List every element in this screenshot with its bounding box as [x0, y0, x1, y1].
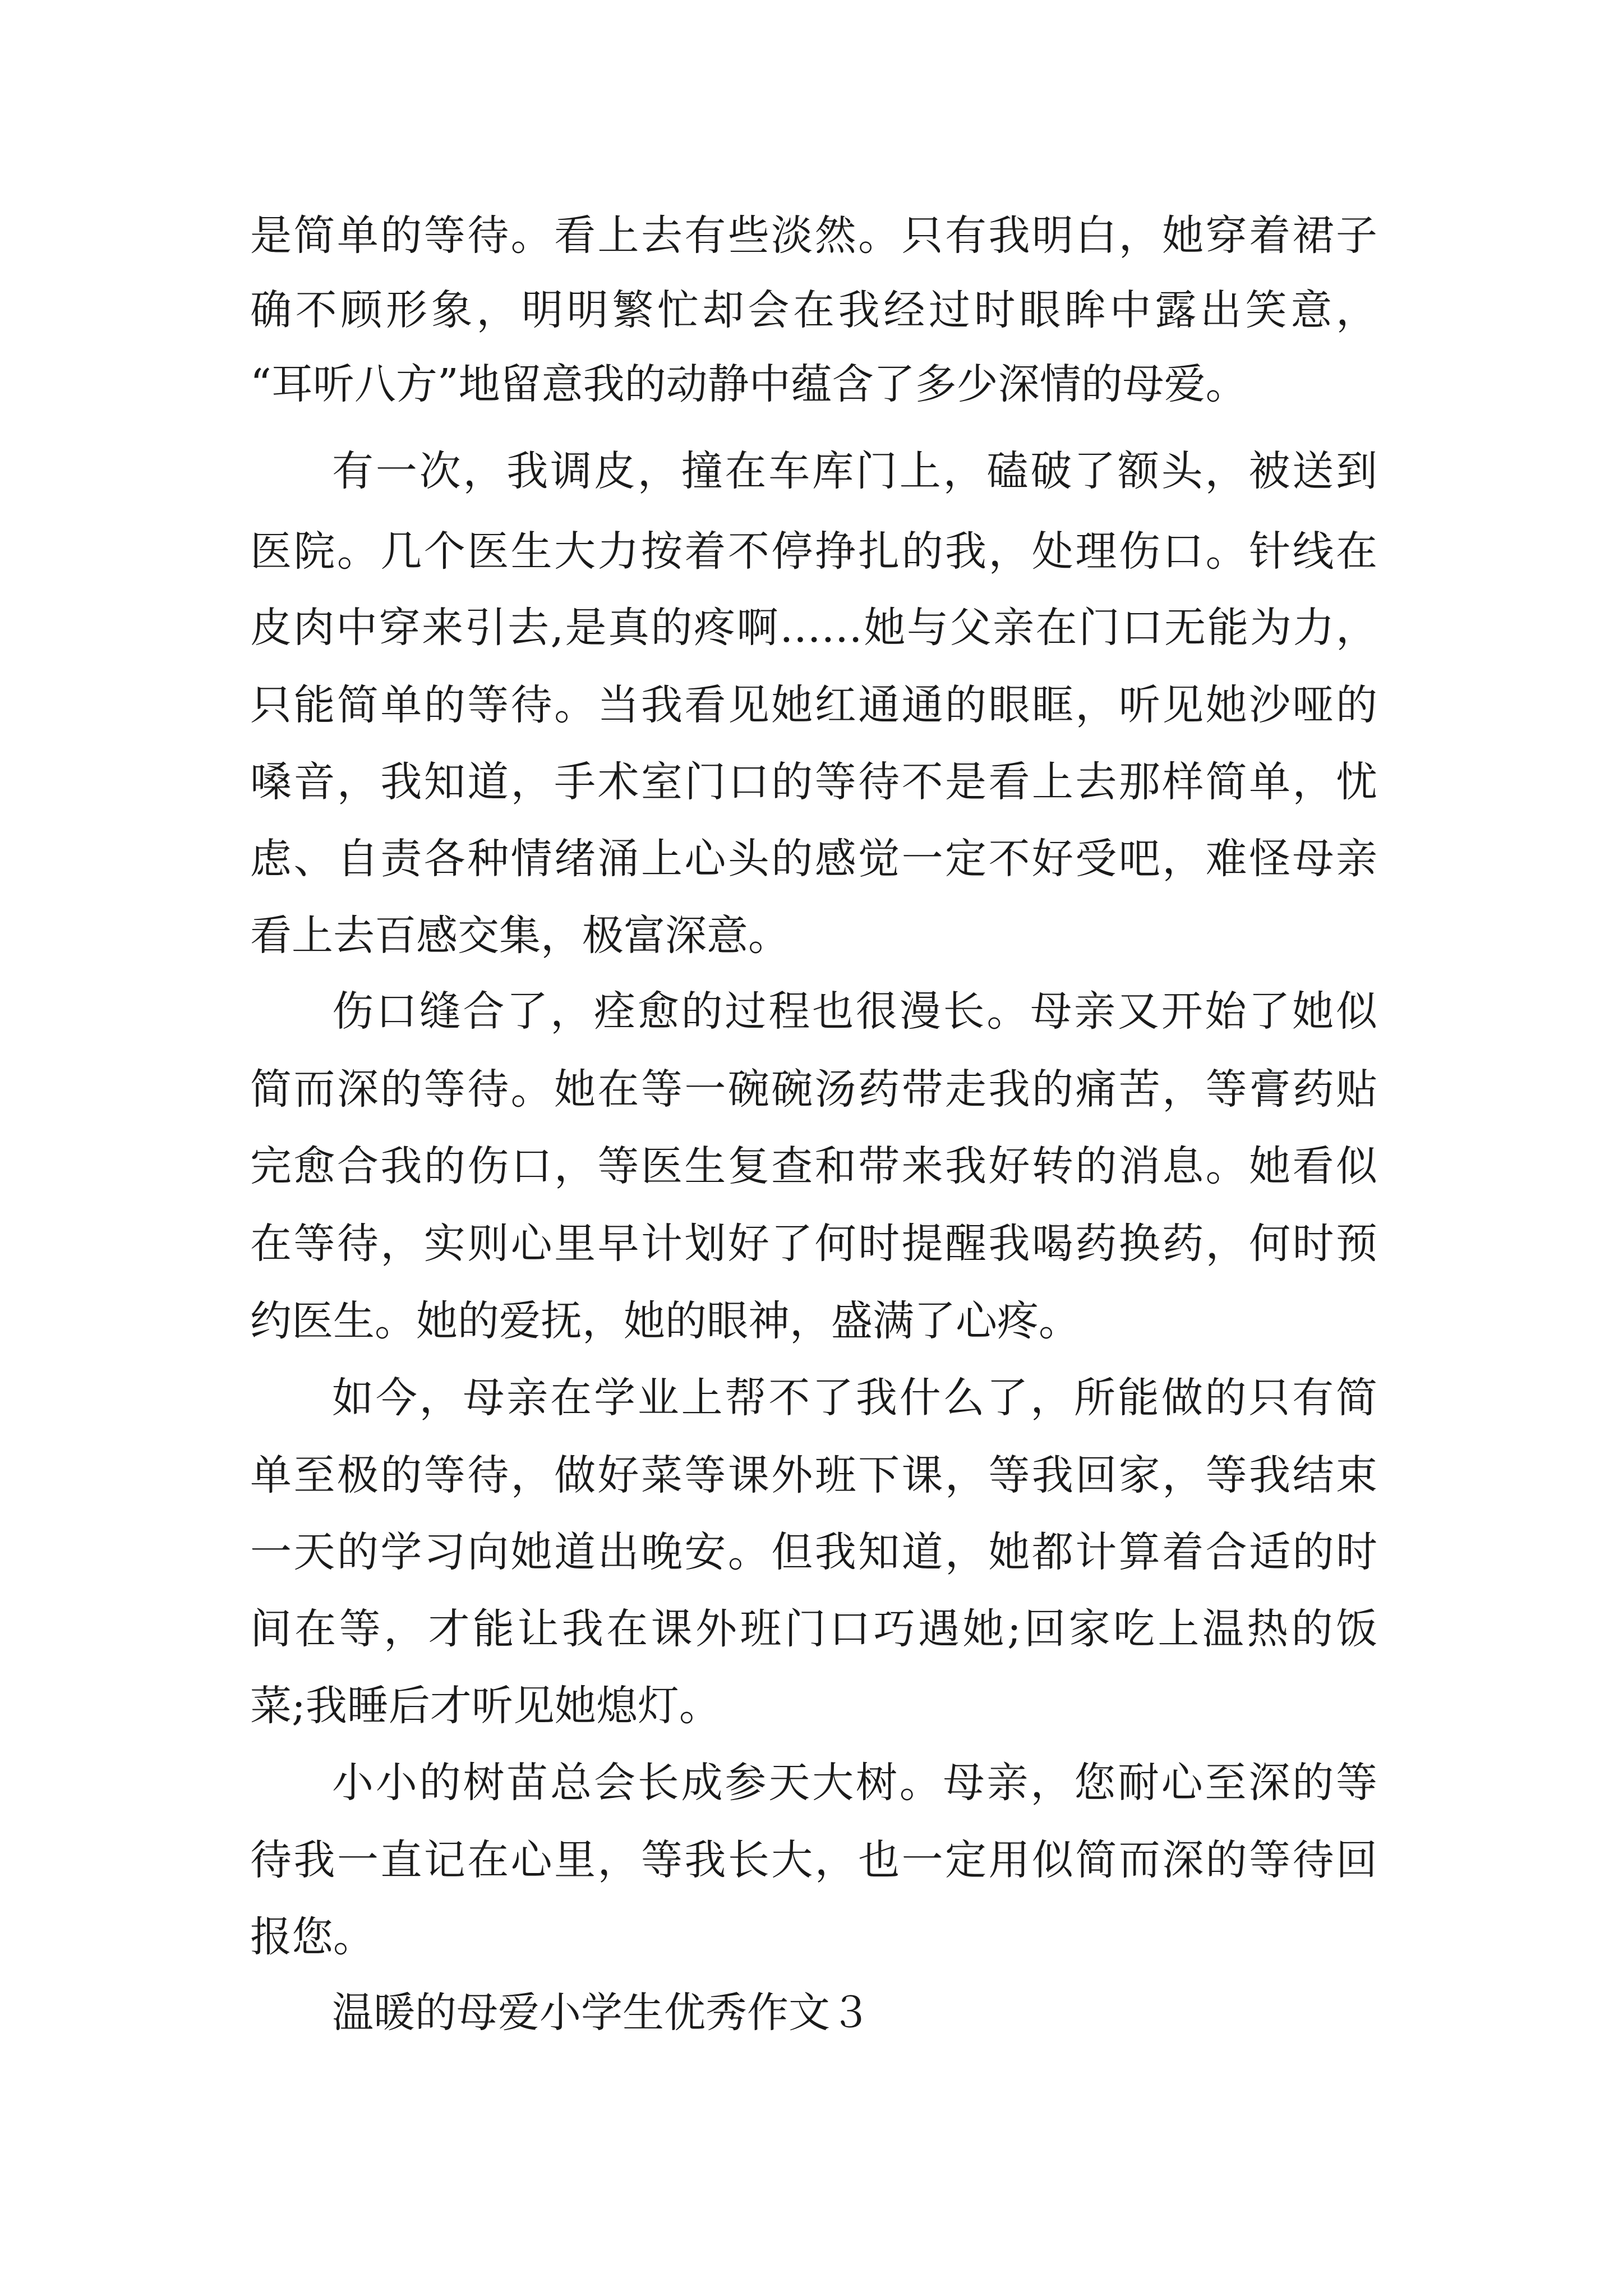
text-line-content: 简而深的等待。她在等一碗碗汤药带走我的痛苦，等膏药贴 — [250, 1065, 1377, 1114]
text-line — [0, 1901, 1623, 1973]
text-line-content: 皮肉中穿来引去,是真的疼啊……她与父亲在门口无能为力， — [250, 604, 1377, 652]
text-line-content: 伤口缝合了，痊愈的过程也很漫长。母亲又开始了她似 — [332, 987, 1377, 1036]
paragraph-first-line — [0, 975, 1623, 1048]
text-line-content: 完愈合我的伤口，等医生复查和带来我好转的消息。她看似 — [250, 1142, 1377, 1190]
text-line-content: 虑、自责各种情绪涌上心头的感觉一定不好受吧，难怪母亲 — [250, 835, 1377, 883]
text-line-content: 看上去百感交集，极富深意。 — [250, 912, 790, 960]
text-line — [0, 822, 1623, 895]
paragraph-first-line — [0, 1361, 1623, 1434]
text-line-content: 约医生。她的爱抚，她的眼神，盛满了心疼。 — [250, 1297, 1080, 1345]
text-line — [0, 899, 1623, 972]
text-line-content: 嗓音，我知道，手术室门口的等待不是看上去那样简单，忧 — [250, 758, 1377, 806]
text-line — [0, 274, 1623, 347]
text-line — [0, 1439, 1623, 1512]
text-line-content: 确不顾形象，明明繁忙却会在我经过时眼眸中露出笑意， — [250, 286, 1377, 334]
text-line — [0, 746, 1623, 818]
text-line-content: 只能简单的等待。当我看见她红通通的眼眶，听见她沙哑的 — [250, 681, 1377, 729]
text-line — [0, 591, 1623, 664]
text-line-content: 待我一直记在心里，等我长大，也一定用似简而深的等待回 — [250, 1836, 1377, 1884]
text-line — [0, 1516, 1623, 1589]
text-line — [0, 1285, 1623, 1358]
text-line — [0, 1053, 1623, 1126]
text-line-content: 菜;我睡后才听见她熄灯。 — [250, 1682, 721, 1730]
text-line-content: 间在等，才能让我在课外班门口巧遇她;回家吃上温热的饭 — [250, 1605, 1377, 1653]
text-line — [0, 199, 1623, 272]
section-heading — [0, 1976, 1623, 2049]
text-line-content: 在等待，实则心里早计划好了何时提醒我喝药换药，何时预 — [250, 1220, 1377, 1268]
text-line — [0, 1207, 1623, 1280]
section-heading-text: 温暖的母爱小学生优秀作文３ — [332, 1989, 872, 2037]
text-line-content: 如今，母亲在学业上帮不了我什么了，所能做的只有简 — [332, 1374, 1377, 1422]
text-line-content: 有一次，我调皮，撞在车库门上，磕破了额头，被送到 — [332, 447, 1377, 495]
paragraph-first-line — [0, 435, 1623, 508]
text-line-content: 单至极的等待，做好菜等课外班下课，等我回家，等我结束 — [250, 1451, 1377, 1499]
text-line — [0, 669, 1623, 742]
text-line-content: 医院。几个医生大力按着不停挣扎的我，处理伤口。针线在 — [250, 527, 1377, 576]
text-line-content: 一天的学习向她道出晚安。但我知道，她都计算着合适的时 — [250, 1528, 1377, 1576]
text-line-content: 小小的树苗总会长成参天大树。母亲，您耐心至深的等 — [332, 1759, 1377, 1807]
text-line — [0, 1130, 1623, 1203]
text-line — [0, 1593, 1623, 1665]
paragraph-first-line — [0, 1746, 1623, 1819]
text-line — [0, 515, 1623, 588]
text-line — [0, 1669, 1623, 1742]
text-line-content: “耳听八方”地留意我的动静中蕴含了多少深情的母爱。 — [250, 360, 1247, 408]
text-line — [0, 1824, 1623, 1897]
text-line — [0, 348, 1623, 421]
text-line-content: 是简单的等待。看上去有些淡然。只有我明白，她穿着裙子 — [250, 211, 1377, 260]
text-line-content: 报您。 — [250, 1913, 375, 1961]
